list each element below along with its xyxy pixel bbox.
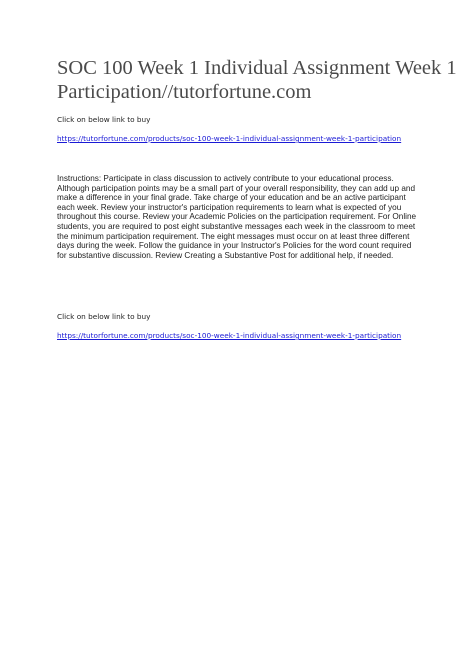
document-title: SOC 100 Week 1 Individual Assignment Week 1 Participation//tutorfortune.com [57,57,457,103]
buy-prompt-bottom: Click on below link to buy [57,312,151,321]
instructions-paragraph: Instructions: Participate in class discussion to actively contribute to your educational process. Although participation points may be a small part of your overall responsibility, they can add up and make a difference in your final grade. Take charge of your education and be an active participant each week. Review your instructor's participation requirements to learn what is expected of you throughout this course. Review your Academic Policies on the participation requirement. For Online students, you are required to post eight substantive messages each week in the classroom to meet the minimum participation requirement. The eight messages must occur on at least three different days during the week. Follow the guidance in your Instructor's Policies for the word count required for substantive discussion. Review Creating a Substantive Post for additional help, if needed. [57,174,417,260]
product-link-bottom[interactable]: https://tutorfortune.com/products/soc-100-week-1-individual-assignment-week-1-participation [57,331,402,340]
product-link-top[interactable]: https://tutorfortune.com/products/soc-100-week-1-individual-assignment-week-1-participation [57,134,402,143]
buy-prompt-top: Click on below link to buy [57,115,151,124]
